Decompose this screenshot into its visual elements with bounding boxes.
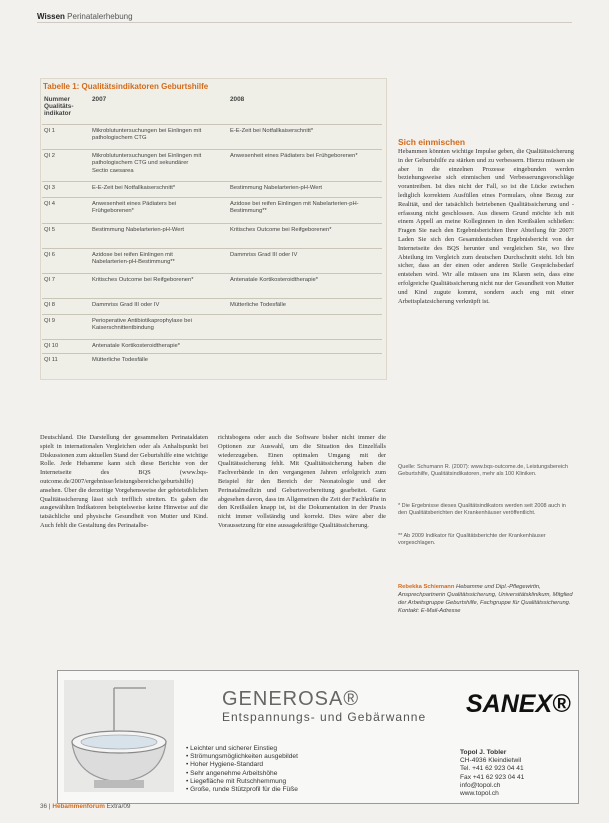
table-cell-2007: Kritisches Outcome bei Reifgeborenen*	[92, 277, 194, 283]
table-cell-2007: Antenatale Kortikosteroidtherapie*	[92, 343, 180, 349]
ad-bullet: • Sehr angenehme Arbeitshöhe	[186, 769, 278, 777]
table-cell-qi: QI 7	[44, 277, 55, 283]
table-row-divider	[42, 339, 382, 340]
sidebar-text: Hebammen könnten wichtige Impulse geben, die Qualitätssicherung in der Geburtshilfe zu stärken und zu verbessern. Hierzu müssen sie aber in die einzelnen Prozesse eingebunden werden beziehungsweise sich einmischen und Verbesserungsvorschläge vorantreiben. Ist dies nicht der Fall, so ist die Lücke zwischen lediglich korrektem Ausfüllen eines Formulars, ohne Bezug zur Realität, und der tatsächlich betriebenen Qualitätssicherung und -erfassung nicht geschlossen. Aus diesem Grund möchte ich mit einem Appell an meine Kolleginnen in den Kreißsälen schließen: Fragen Sie nach den Ergebnisberichten Ihrer Abteilung für 2007! Laden Sie sich den Gesamtdeutschen Ergebnisbericht von der Internetseite des BQS herunter und vergleichen Sie, wo Ihre Abteilung im Vergleich zum deutschen Durchschnitt steht. Ich bin sicher, dass an der einen oder anderen Stelle Gesprächsbedarf entstehen wird. Wir alle müssen uns im Klaren sein, dass eine erfolgreiche Qualitätssicherung nicht nur der Gesundheit von Mutter und Kind zugute kommt, sondern auch eng mit einer Arbeitsplatzsicherung verknüpft ist.	[398, 148, 574, 305]
ad-email[interactable]: info@topol.ch	[460, 781, 501, 789]
page-footer: 36 | Hebammenforum Extra/09	[40, 803, 131, 810]
table-cell-2007: Bestimmung Nabelarterien-pH-Wert	[92, 227, 185, 233]
ad-address: CH-4936 Kleindietwil	[460, 757, 522, 765]
birthing-tub-image	[64, 680, 174, 792]
table-cell-2008: Mütterliche Todesfälle	[230, 302, 286, 308]
table-cell-2007: Dammriss Grad III oder IV	[92, 302, 160, 308]
ad-subtitle: Entspannungs- und Gebärwanne	[222, 710, 427, 724]
table-row-divider	[42, 181, 382, 182]
body-column-1: Deutschland. Die Darstellung der gesammelten Perinataldaten spielt in internationalen Vergleichen oder als Anhaltspunkt bei Diskussionen zum aktuellen Stand der Geburtshilfe eine wichtige Rolle. Jede Hebamme kann sich diese Berichte von der Internetseite des BQS (www.bqs-outcome.de/2007/ergebnisse/leistungsbereiche/geburtshilfe) ansehen. Über die derzeitige Vorgehensweise der gebietsüblichen Qualitätssicherung lässt sich trefflich streiten. Es gaben die ausgewählten Indikatoren beispielsweise keine Hinweise auf die tatsächliche und physische Gesundheit von Mutter und Kind. Auch fehlt die Gestaltung des Perinatalbe-	[40, 434, 208, 529]
birthing-tub-icon	[64, 680, 174, 792]
header-rule	[37, 22, 572, 23]
table-header-2008: 2008	[230, 96, 245, 103]
table-row-divider	[42, 298, 382, 299]
footnote-two: ** Ab 2009 Indikator für Qualitätsberichte der Krankenhäuser vorgeschlagen.	[398, 533, 546, 547]
ad-bullet: • Große, runde Stützprofil für die Füße	[186, 786, 298, 794]
magazine-name: Hebammenforum	[52, 803, 105, 810]
header-section: Wissen	[37, 12, 65, 21]
table-title: Tabelle 1: Qualitätsindikatoren Geburtshilfe	[43, 82, 209, 91]
ad-bullet: • Strömungsmöglichkeiten ausgebildet	[186, 753, 298, 761]
table-cell-qi: QI 5	[44, 227, 55, 233]
ad-phone: Tel. +41 62 923 04 41	[460, 765, 524, 773]
reference-source: Quelle: Schumann R. (2007): www.bqs-outcome.de, Leistungsbereich Geburtshilfe, Qualitätsindikatoren, mehr als 100 Kliniken.	[398, 464, 568, 478]
table-cell-qi: QI 6	[44, 252, 55, 258]
author-name: Rebekka Schiemann	[398, 584, 455, 590]
table-row-divider	[42, 223, 382, 224]
table-cell-qi: QI 4	[44, 201, 55, 207]
table-cell-qi: QI 11	[44, 357, 58, 363]
table-cell-2008: Bestimmung Nabelarterien-pH-Wert	[230, 185, 323, 191]
table-header-number: Nummer Qualitäts-indikator	[44, 96, 74, 117]
table-cell-2007: Mütterliche Todesfälle	[92, 357, 148, 363]
table-cell-2008: E-E-Zeit bei Notfallkaiserschnitt*	[230, 128, 314, 134]
table-cell-2007: Azidose bei reifen Einlingen mit Nabelarterien-pH-Bestimmung**	[92, 252, 175, 266]
ad-contact	[460, 749, 524, 798]
table-cell-2007: Mikroblutuntersuchungen bei Einlingen mit pathologischem CTG und sekundärer Sectio caesarea	[92, 153, 202, 174]
table-header-2007: 2007	[92, 96, 107, 103]
table-cell-qi: QI 10	[44, 343, 59, 349]
table-cell-2008: Dammriss Grad III oder IV	[230, 252, 298, 258]
table-row-divider	[42, 314, 382, 315]
ad-bullet: • Liegefläche mit Rutschhemmung	[186, 777, 287, 785]
issue: Extra/09	[106, 803, 131, 810]
table-row-divider	[42, 149, 382, 150]
table-cell-qi: QI 3	[44, 185, 55, 191]
ad-company: Topol J. Tobler	[460, 749, 507, 756]
ad-bullet-list	[186, 745, 298, 794]
ad-brand: GENEROSA®	[222, 688, 360, 710]
table-cell-qi: QI 9	[44, 318, 55, 324]
page-number: 36	[40, 803, 48, 810]
author-details: Hebamme und Dipl.-Pflegewirtin, Ansprechpartnerin Qualitätssicherung, Universitätsklinikum, Mitglied der Arbeitsgruppe Geburtshilfe, Fachgruppe für Qualitätssicherung. Kontakt: E-Mail-Adresse	[398, 584, 573, 614]
body-column-2: richtsbogens oder auch die Software bisher nicht immer die Optionen zur Auswahl, um die Situation des Einzelfalls wiederzugeben. Einen optimalen Umgang mit der Qualitätssicherung fehlt. Mit Qualitätssicherung haben die Fachverbände in den vergangenen Jahren erfolgreich zum Beispiel für den Bereich der Neonatologie und der Perinatalmedizin und Geburtsvorbereitung gearbeitet. Ganz abgesehen davon, dass im Allgemeinen die Zeit der Fachkräfte in den Kreißsälen knapp ist, ist die Dokumentation in der Praxis nicht immer vollständig und korrekt. Dies wäre aber die Voraussetzung für eine aussagekräftige Qualitätssicherung.	[218, 434, 386, 529]
table-row-divider	[42, 273, 382, 274]
table-cell-2008: Azidose bei reifen Einlingen mit Nabelarterien-pH-Bestimmung**	[230, 201, 359, 215]
table-cell-2007: Anwesenheit eines Pädiaters bei Frühgeborenen*	[92, 201, 177, 215]
table-cell-2008: Kritisches Outcome bei Reifgeborenen*	[230, 227, 332, 233]
ad-bullet: • Leichter und sicherer Einstieg	[186, 745, 278, 752]
table-row-divider	[42, 197, 382, 198]
table-cell-2008: Anwesenheit eines Pädiaters bei Frühgeborenen*	[230, 153, 358, 159]
page-header	[37, 12, 133, 21]
table-row-divider	[42, 124, 382, 125]
table-cell-2007: Perioperative Antibiotikaprophylaxe bei Kaiserschnittentbindung	[92, 318, 192, 332]
sidebar-title: Sich einmischen	[398, 137, 466, 147]
ad-fax: Fax +41 62 923 04 41	[460, 773, 525, 781]
table-cell-2007: Mikroblutuntersuchungen bei Einlingen mit pathologischem CTG	[92, 128, 202, 142]
table-cell-qi: QI 1	[44, 128, 55, 134]
ad-bullet: • Hoher Hygiene-Standard	[186, 761, 264, 769]
sanex-logo: SANEX®	[466, 690, 571, 718]
table-row-divider	[42, 248, 382, 249]
table-cell-2008: Antenatale Kortikosteroidtherapie*	[230, 277, 318, 283]
table-cell-qi: QI 8	[44, 302, 55, 308]
table-cell-2007: E-E-Zeit bei Notfallkaiserschnitt*	[92, 185, 176, 191]
ad-website[interactable]: www.topol.ch	[460, 790, 499, 798]
header-topic: Perinatalerhebung	[67, 12, 133, 21]
footnote-one: * Die Ergebnisse dieses Qualitätsindikators werden seit 2008 auch in den Qualitätsberichten der Krankenhäuser veröffentlicht.	[398, 503, 566, 517]
author-bio	[398, 583, 574, 615]
table-row-divider	[42, 353, 382, 354]
table-cell-qi: QI 2	[44, 153, 55, 159]
